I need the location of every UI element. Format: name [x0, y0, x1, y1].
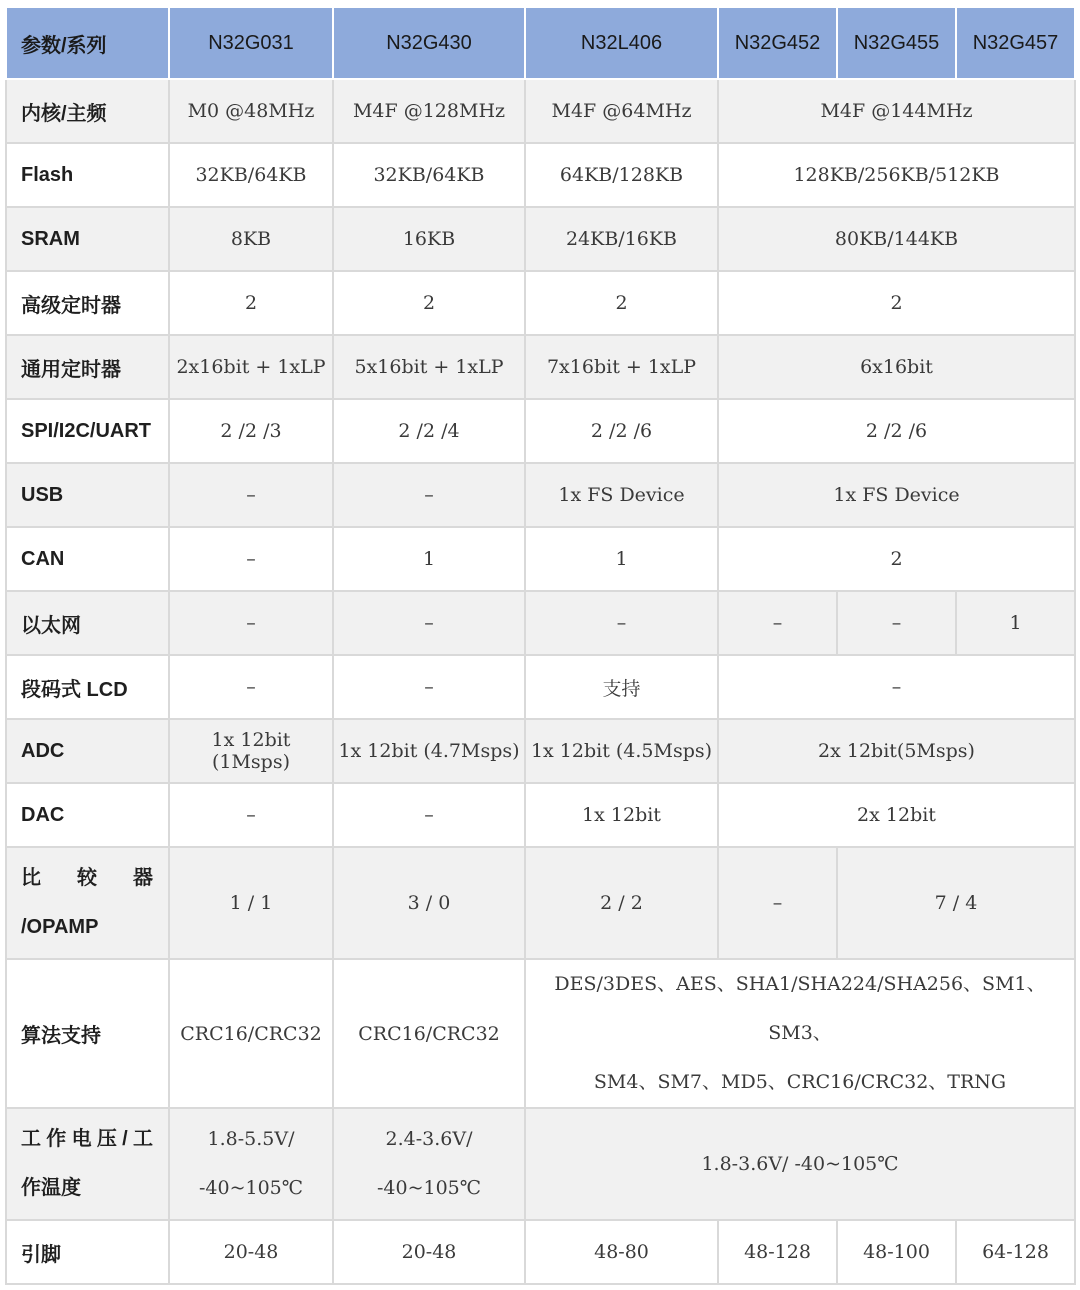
cell-l406: 2 — [525, 271, 718, 335]
cell-g430: – — [333, 463, 525, 527]
cell-g45x: 1x FS Device — [718, 463, 1075, 527]
row-label: SRAM — [6, 207, 169, 271]
cell-g031: 32KB/64KB — [169, 143, 333, 207]
cell-g455-g457: 7 / 4 — [837, 847, 1075, 959]
label-line-2: /OPAMP — [21, 916, 99, 938]
row-spi-i2c-uart — [6, 399, 1075, 463]
cell-g45x: 128KB/256KB/512KB — [718, 143, 1075, 207]
cell-g430: 20-48 — [333, 1220, 525, 1284]
algo-line-1: DES/3DES、AES、SHA1/SHA224/SHA256、SM1、SM3、 — [554, 973, 1046, 1044]
cell-l406: M4F @64MHz — [525, 79, 718, 143]
header-param: 参数/系列 — [6, 7, 169, 79]
row-flash — [6, 143, 1075, 207]
cell-l406: 1x FS Device — [525, 463, 718, 527]
cell-g430: – — [333, 783, 525, 847]
cell-g430: 16KB — [333, 207, 525, 271]
cell-g45x: 6x16bit — [718, 335, 1075, 399]
cell-g031: 1x 12bit (1Msps) — [169, 719, 333, 783]
row-label: ADC — [6, 719, 169, 783]
cell-g457: 1 — [956, 591, 1075, 655]
row-usb — [6, 463, 1075, 527]
cell-l406: 2 / 2 — [525, 847, 718, 959]
cell-g430: 32KB/64KB — [333, 143, 525, 207]
header-n32g031: N32G031 — [169, 7, 333, 79]
header-n32g430: N32G430 — [333, 7, 525, 79]
cell-g031: 20-48 — [169, 1220, 333, 1284]
cell-g452: – — [718, 847, 837, 959]
cell-l406: 1x 12bit (4.5Msps) — [525, 719, 718, 783]
row-can — [6, 527, 1075, 591]
cell-g455: 48-100 — [837, 1220, 956, 1284]
cell-g031: 2 — [169, 271, 333, 335]
cell-l406: 支持 — [525, 655, 718, 719]
label-line-2: 作温度 — [21, 1177, 81, 1199]
row-label: SPI/I2C/UART — [6, 399, 169, 463]
cell-g45x: 80KB/144KB — [718, 207, 1075, 271]
cell-g430: 3 / 0 — [333, 847, 525, 959]
cell-g45x: 2 — [718, 271, 1075, 335]
row-ethernet — [6, 591, 1075, 655]
cell-g455: – — [837, 591, 956, 655]
header-n32g452: N32G452 — [718, 7, 837, 79]
row-core — [6, 79, 1075, 143]
row-label: 算法支持 — [6, 959, 169, 1108]
row-adc — [6, 719, 1075, 783]
row-label: 引脚 — [6, 1220, 169, 1284]
row-label — [6, 847, 169, 959]
cell-g430: 2 — [333, 271, 525, 335]
cell-l406: 2 /2 /6 — [525, 399, 718, 463]
row-segment-lcd — [6, 655, 1075, 719]
row-voltage-temperature — [6, 1108, 1075, 1220]
cell-g031: – — [169, 655, 333, 719]
row-label: CAN — [6, 527, 169, 591]
cell-g031: M0 @48MHz — [169, 79, 333, 143]
cell-g430: 1 — [333, 527, 525, 591]
cell-l406: 24KB/16KB — [525, 207, 718, 271]
cell-g452: 48-128 — [718, 1220, 837, 1284]
cell-l406: – — [525, 591, 718, 655]
row-pins — [6, 1220, 1075, 1284]
spec-table-container — [5, 6, 1076, 1285]
row-adv-timer — [6, 271, 1075, 335]
cell-g430: 5x16bit + 1xLP — [333, 335, 525, 399]
cell-g457: 64-128 — [956, 1220, 1075, 1284]
row-dac — [6, 783, 1075, 847]
volt-line-2: -40~105℃ — [376, 1177, 482, 1199]
cell-g452: – — [718, 591, 837, 655]
spec-table — [5, 6, 1076, 1285]
cell-g031: 8KB — [169, 207, 333, 271]
cell-g430: – — [333, 655, 525, 719]
cell-g031: 1 / 1 — [169, 847, 333, 959]
cell-g45x: 2 /2 /6 — [718, 399, 1075, 463]
row-comparator-opamp — [6, 847, 1075, 959]
cell-l406: 7x16bit + 1xLP — [525, 335, 718, 399]
cell-g430: M4F @128MHz — [333, 79, 525, 143]
row-gen-timer — [6, 335, 1075, 399]
algo-line-2: SM4、SM7、MD5、CRC16/CRC32、TRNG — [593, 1071, 1007, 1093]
cell-g031: – — [169, 463, 333, 527]
cell-g031 — [169, 1108, 333, 1220]
cell-g45x: 2x 12bit(5Msps) — [718, 719, 1075, 783]
cell-g45x: – — [718, 655, 1075, 719]
header-n32g457: N32G457 — [956, 7, 1075, 79]
cell-g031: – — [169, 591, 333, 655]
cell-g031: – — [169, 527, 333, 591]
row-label: 通用定时器 — [6, 335, 169, 399]
cell-l406: 64KB/128KB — [525, 143, 718, 207]
cell-l406-g45x: 1.8-3.6V/ -40~105℃ — [525, 1108, 1075, 1220]
volt-line-2: -40~105℃ — [198, 1177, 304, 1199]
label-line-1: 工作电压/工 — [21, 1128, 153, 1150]
cell-g45x: 2x 12bit — [718, 783, 1075, 847]
volt-line-1: 2.4-3.6V/ — [385, 1128, 473, 1150]
cell-l406: 48-80 — [525, 1220, 718, 1284]
row-label: 段码式 LCD — [6, 655, 169, 719]
volt-line-1: 1.8-5.5V/ — [207, 1128, 295, 1150]
header-n32g455: N32G455 — [837, 7, 956, 79]
header-n32l406: N32L406 — [525, 7, 718, 79]
cell-l406: 1x 12bit — [525, 783, 718, 847]
cell-g45x: M4F @144MHz — [718, 79, 1075, 143]
header-row — [6, 7, 1075, 79]
cell-g031: 2x16bit + 1xLP — [169, 335, 333, 399]
cell-g430: 2 /2 /4 — [333, 399, 525, 463]
row-label: 以太网 — [6, 591, 169, 655]
row-label: 内核/主频 — [6, 79, 169, 143]
cell-g430: – — [333, 591, 525, 655]
label-line-1: 比 较 器 — [21, 867, 153, 889]
cell-g430: CRC16/CRC32 — [333, 959, 525, 1108]
cell-l406-g45x — [525, 959, 1075, 1108]
cell-l406: 1 — [525, 527, 718, 591]
row-label: USB — [6, 463, 169, 527]
row-label — [6, 1108, 169, 1220]
row-label: Flash — [6, 143, 169, 207]
row-sram — [6, 207, 1075, 271]
cell-g031: CRC16/CRC32 — [169, 959, 333, 1108]
cell-g430: 1x 12bit (4.7Msps) — [333, 719, 525, 783]
cell-g031: 2 /2 /3 — [169, 399, 333, 463]
row-label: 高级定时器 — [6, 271, 169, 335]
cell-g031: – — [169, 783, 333, 847]
row-label: DAC — [6, 783, 169, 847]
cell-g430 — [333, 1108, 525, 1220]
cell-g45x: 2 — [718, 527, 1075, 591]
row-algorithm — [6, 959, 1075, 1108]
